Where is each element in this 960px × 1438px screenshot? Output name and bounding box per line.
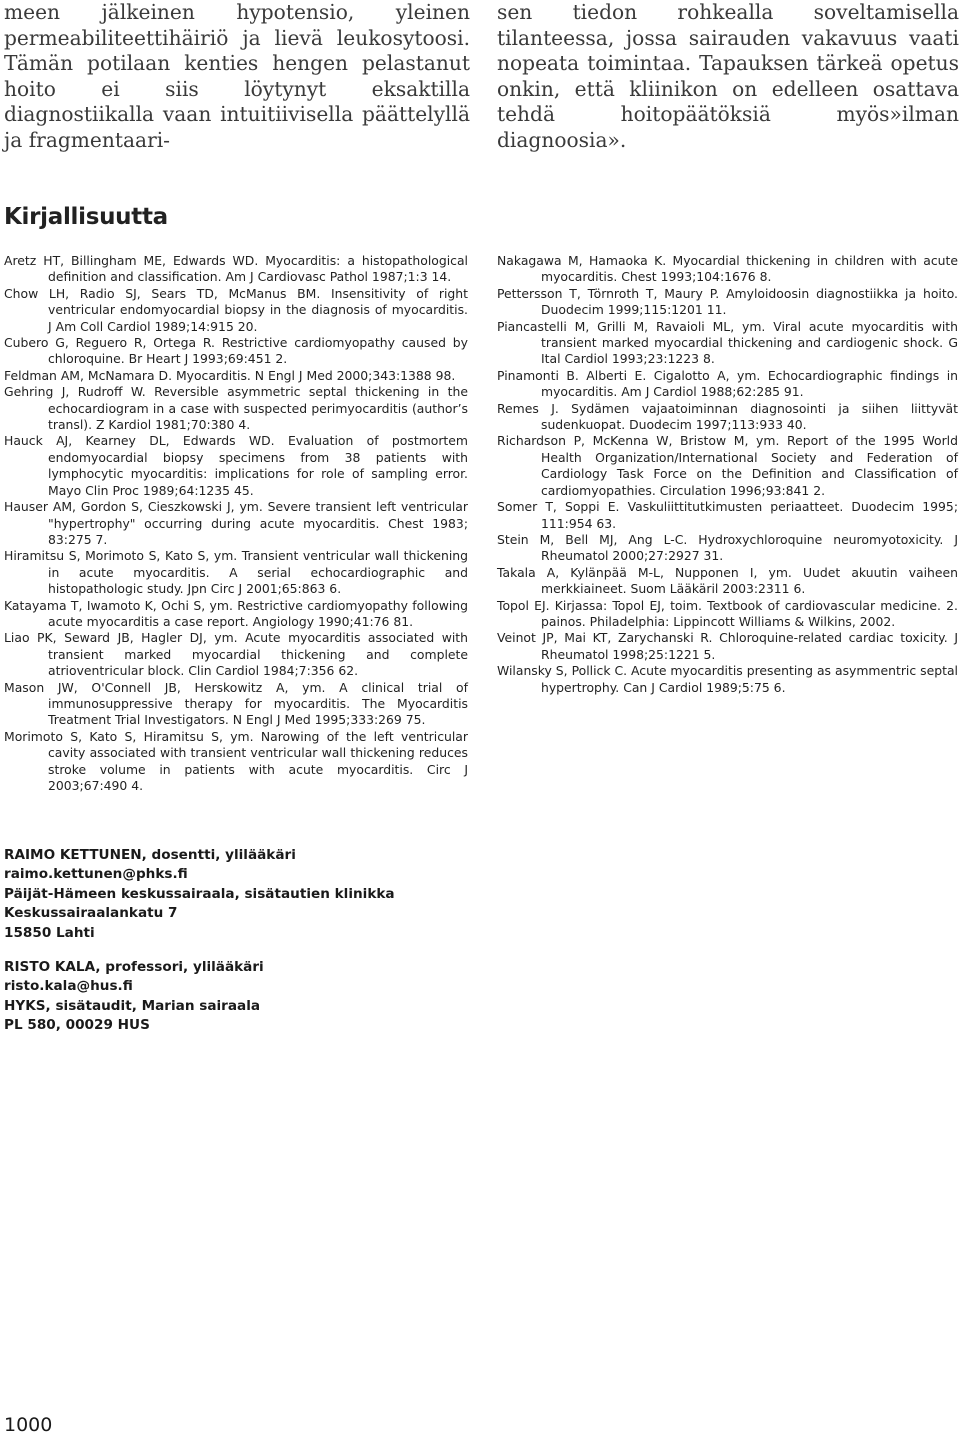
reference-item: Morimoto S, Kato S, Hiramitsu S, ym. Narowing of the left ventricular cavity associated with transient ventricular wall thickening reduces stroke volume in patients with acute myocarditis. Circ J 2003;67:490 4. [4, 728, 468, 793]
author-institution: Päijät-Hämeen keskussairaala, sisätautien klinikka [4, 885, 395, 902]
page-number: 1000 [4, 1414, 53, 1436]
author-street-address: Keskussairaalankatu 7 [4, 905, 178, 922]
reference-item: Pinamonti B. Alberti E. Cigalotto A, ym. Echocardiographic findings in myocarditis. Am J Cardiol 1988;62:285 91. [497, 367, 958, 400]
reference-item: Hiramitsu S, Morimoto S, Kato S, ym. Transient ventricular wall thickening in acute myocarditis. A serial echocardiographic and histopathologic study. Jpn Circ J 2001;65:863 6. [4, 548, 468, 597]
author-street-address: PL 580, 00029 HUS [4, 1017, 150, 1034]
author-name-title: RISTO KALA, professori, ylilääkäri [4, 959, 264, 975]
reference-item: Somer T, Soppi E. Vaskuliittitutkimusten periaatteet. Duodecim 1995; 111:954 63. [497, 499, 958, 531]
reference-item: Richardson P, McKenna W, Bristow M, ym. Report of the 1995 World Health Organization/International Society and Federation of Cardiology Task Force on the Definition and Classification of cardiomyopathies. Circulation 1996;93:841 2. [497, 433, 958, 498]
body-text-left-column [4, 0, 470, 154]
references-right-column [497, 253, 958, 696]
author-institution: HYKS, sisätaudit, Marian sairaala [4, 997, 261, 1014]
author-contact-block [4, 846, 604, 943]
reference-item: Hauck AJ, Kearney DL, Edwards WD. Evaluation of postmortem endomyocardial biopsy specimens from 38 patients with lymphocytic myocarditis: implications for role of sampling error. Mayo Clin Proc 1989;64:1235 45. [4, 433, 468, 498]
body-paragraph: meen jälkeinen hypotensio, yleinen permeabiliteettihäiriö ja lievä leukosytoosi. Tämän potilaan kenties hengen pelastanut hoito ei siis löytynyt eksaktilla diagnostiikalla vaan intuitiivisella päättelyllä ja fragmentaari- [4, 0, 470, 152]
reference-item: Piancastelli M, Grilli M, Ravaioli ML, ym. Viral acute myocarditis with transient marked myocardial thickening and cardiogenic shock. G Ital Cardiol 1993;23:1223 8. [497, 318, 958, 367]
reference-item: Mason JW, O'Connell JB, Herskowitz A, ym. A clinical trial of immunosuppressive therapy for myocarditis. The Myocarditis Treatment Trial Investigators. N Engl J Med 1995;333:269 75. [4, 679, 468, 728]
author-name-title: RAIMO KETTUNEN, dosentti, ylilääkäri [4, 847, 296, 863]
reference-item: Katayama T, Iwamoto K, Ochi S, ym. Restrictive cardiomyopathy following acute myocarditis a case report. Angiology 1990;41:76 81. [4, 597, 468, 629]
references-left-column [4, 253, 468, 794]
author-contact-block [4, 958, 604, 1036]
reference-item: Topol EJ. Kirjassa: Topol EJ, toim. Textbook of cardiovascular medicine. 2. painos. Philadelphia: Lippincott Williams & Wilkins, 2002. [497, 597, 958, 629]
body-text-right-column [497, 0, 959, 154]
reference-item: Veinot JP, Mai KT, Zarychanski R. Chloroquine-related cardiac toxicity. J Rheumatol 1998;25:1221 5. [497, 630, 958, 662]
author-city: 15850 Lahti [4, 924, 95, 941]
reference-item: Feldman AM, McNamara D. Myocarditis. N Engl J Med 2000;343:1388 98. [4, 367, 456, 383]
references-heading: Kirjallisuutta [4, 204, 168, 230]
reference-item: Chow LH, Radio SJ, Sears TD, McManus BM. Insensitivity of right ventricular endomyocardial biopsy in the diagnosis of myocarditis. J Am Coll Cardiol 1989;14:915 20. [4, 285, 468, 334]
reference-item: Hauser AM, Gordon S, Cieszkowski J, ym. Severe transient left ventricular "hypertrophy" occurring during acute myocarditis. Chest 1983; 83:275 7. [4, 499, 468, 547]
reference-item: Cubero G, Reguero R, Ortega R. Restrictive cardiomyopathy caused by chloroquine. Br Heart J 1993;69:451 2. [4, 335, 468, 367]
reference-item: Wilansky S, Pollick C. Acute myocarditis presenting as asymmentric septal hypertrophy. Can J Cardiol 1989;5:75 6. [497, 663, 958, 695]
reference-item: Nakagawa M, Hamaoka K. Myocardial thickening in children with acute myocarditis. Chest 1993;104:1676 8. [497, 253, 958, 285]
reference-item: Takala A, Kylänpää M-L, Nupponen I, ym. Uudet akuutin vaiheen merkkiaineet. Suom Lääkäril 2003:2311 6. [497, 564, 958, 597]
reference-item: Gehring J, Rudroff W. Reversible asymmetric septal thickening in the echocardiogram in a case with suspected perimyocarditis (author’s transl). Z Kardiol 1981;70:380 4. [4, 384, 468, 433]
reference-item: Pettersson T, Törnroth T, Maury P. Amyloidoosin diagnostiikka ja hoito. Duodecim 1999;115:1201 11. [497, 285, 958, 318]
author-email[interactable]: risto.kala@hus.fi [4, 978, 133, 995]
reference-item: Remes J. Sydämen vajaatoiminnan diagnosointi ja siihen liittyvät sudenkuopat. Duodecim 1997;113:933 40. [497, 400, 958, 433]
reference-item: Stein M, Bell MJ, Ang L-C. Hydroxychloroquine neuromyotoxicity. J Rheumatol 2000;27:2927 31. [497, 531, 958, 564]
reference-item: Aretz HT, Billingham ME, Edwards WD. Myocarditis: a histopathological definition and classification. Am J Cardiovasc Pathol 1987;1:3 14. [4, 253, 468, 285]
reference-item: Liao PK, Seward JB, Hagler DJ, ym. Acute myocarditis associated with transient marked myocardial thickening and complete atrioventricular block. Clin Cardiol 1984;7:356 62. [4, 630, 468, 679]
author-email[interactable]: raimo.kettunen@phks.fi [4, 866, 188, 883]
body-paragraph: sen tiedon rohkealla soveltamisella tilanteessa, jossa sairauden vakavuus vaati nopeata toimintaa. Tapauksen tärkeä opetus onkin, että kliinikon on edelleen osattava tehdä hoitopäätöksiä myös»ilman diagnoosia». [497, 0, 959, 152]
